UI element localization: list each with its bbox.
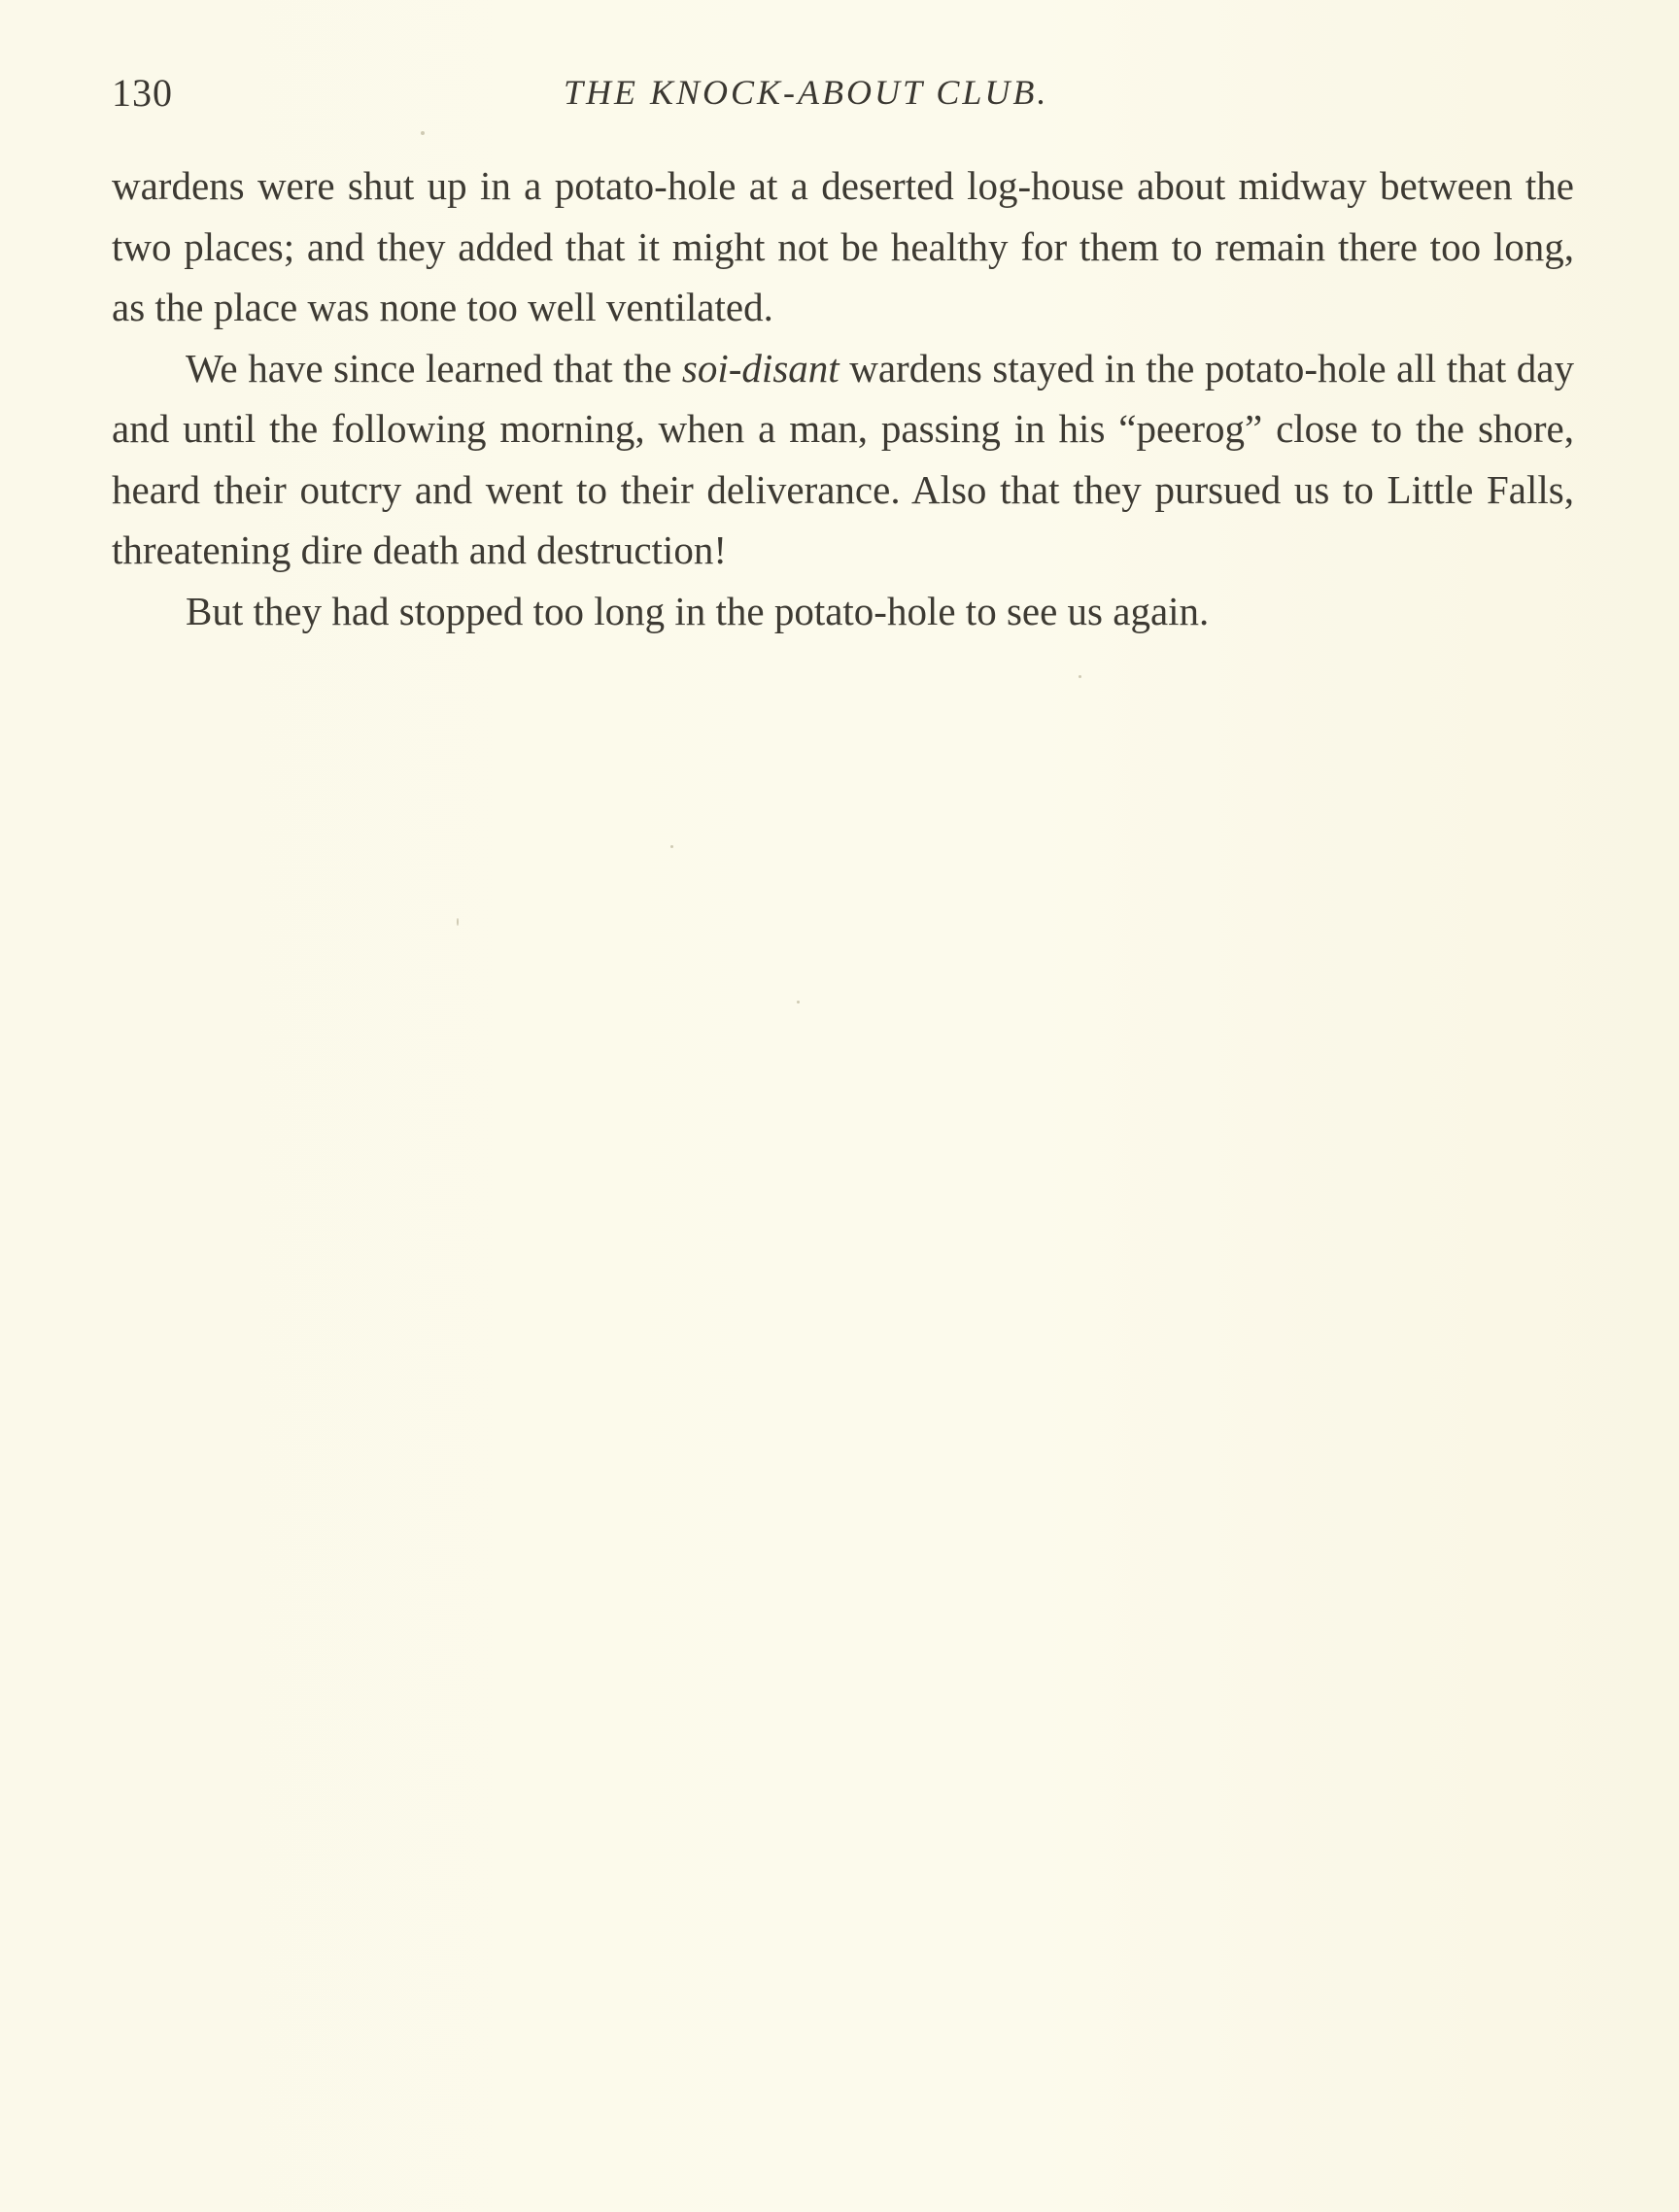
paper-speck xyxy=(670,845,673,848)
paragraph-text-before: We have since learned that the xyxy=(186,345,682,391)
italic-phrase: soi-disant xyxy=(681,345,840,391)
paragraph-closing: But they had stopped too long in the potato-hole to see us again. xyxy=(186,588,1210,633)
paper-speck xyxy=(797,1001,800,1004)
paper-speck xyxy=(421,131,425,135)
running-head xyxy=(112,70,1574,119)
page-number: 130 xyxy=(112,71,173,115)
running-title: THE KNOCK-ABOUT CLUB. xyxy=(564,73,1049,112)
paper-speck xyxy=(457,918,459,926)
paragraph-wardens xyxy=(112,338,1574,581)
paper-speck xyxy=(1079,675,1081,678)
body-text xyxy=(112,155,1574,641)
paragraph-continued: wardens were shut up in a potato-hole at a deserted log-house about midway between the two places; and they added that it might not be healthy for them to remain there too long, as the place was none too well ventilated. xyxy=(112,163,1574,329)
paragraph-text-after: wardens stayed in the potato-hole all that day and until the following morning, when a man, passing in his “peerog” close to the shore, heard their outcry and went to their deliverance. Also that they pursued us to Little Falls, threatening dire death and destruction! xyxy=(112,345,1574,572)
